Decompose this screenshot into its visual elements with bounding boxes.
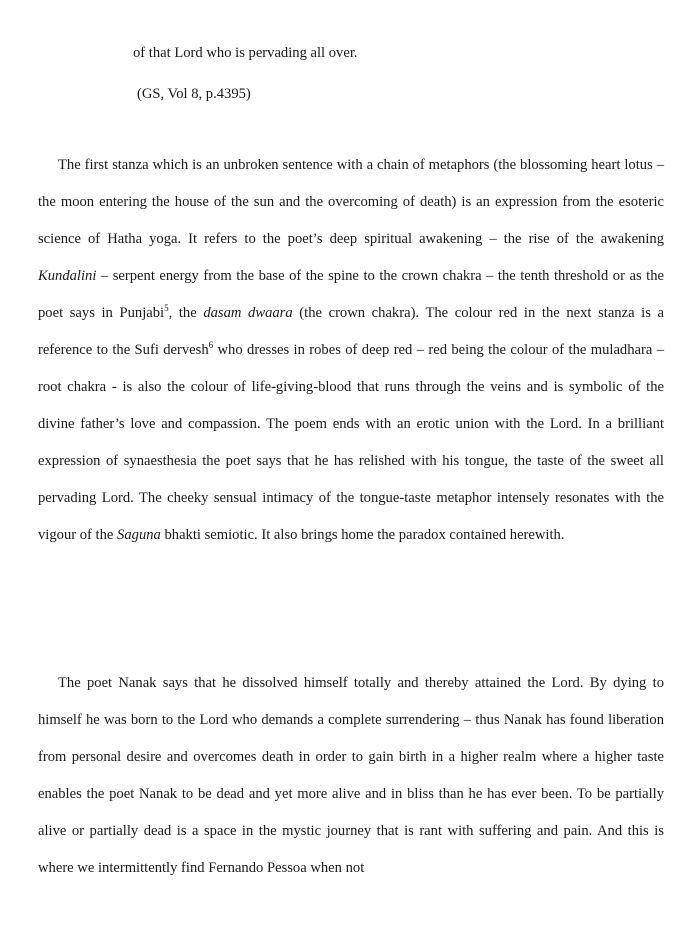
paragraph-text: (the crown chakra). The colour red in the next stanza is a reference to the Sufi dervesh xyxy=(38,305,665,358)
quote-citation: (GS, Vol 8, p.4395) xyxy=(137,86,251,102)
emphasis-kundalini: Kundalini xyxy=(38,268,97,284)
emphasis-saguna: Saguna xyxy=(117,527,161,543)
paragraph-text: The first stanza which is an unbroken sentence with a chain of metaphors (the blossoming heart lotus – the moon entering the house of the sun and the overcoming of death) is an expression from the esoteric science of Hatha yoga. It refers to the poet’s deep spiritual awakening – the rise of the awakening xyxy=(38,157,664,247)
paragraph-text: who dresses in robes of deep red – red being the colour of the muladhara – root chakra - is also the colour of life-giving-blood that runs through the veins and is symbolic of the divine father’s love and compassion. The poem ends with an erotic union with the Lord. In a brilliant expression of synaesthesia the poet says that he has relished with his tongue, the taste of the sweet all pervading Lord. The cheeky sensual intimacy of the tongue-taste metaphor intensely resonates with the vigour of the xyxy=(38,342,664,543)
footnote-ref-6: 6 xyxy=(208,340,214,351)
paragraph-poet-nanak: The poet Nanak says that he dissolved himself totally and thereby attained the Lord. By dying to himself he was born to the Lord who demands a complete surrendering – thus Nanak has found liberation from personal desire and overcomes death in order to gain birth in a higher realm where a higher taste enables the poet Nanak to be dead and yet more alive and in bliss than he has ever been. To be partially alive or partially dead is a space in the mystic journey that is rant with suffering and pain. And this is where we intermittently find Fernando Pessoa when not xyxy=(38,675,664,876)
paragraph-text: , the xyxy=(168,305,204,321)
paragraph-text: bhakti semiotic. It also brings home the paradox contained herewith. xyxy=(160,527,565,543)
emphasis-dasam-dwaara: dasam dwaara xyxy=(203,305,293,321)
paragraph-text: – serpent energy from the base of the spine to the crown chakra – the tenth threshold or as the poet says in Punjabi xyxy=(38,268,664,321)
footnote-ref-5: 5 xyxy=(164,303,169,314)
paragraph-first-stanza xyxy=(38,147,664,554)
quote-line: of that Lord who is pervading all over. xyxy=(133,45,358,61)
